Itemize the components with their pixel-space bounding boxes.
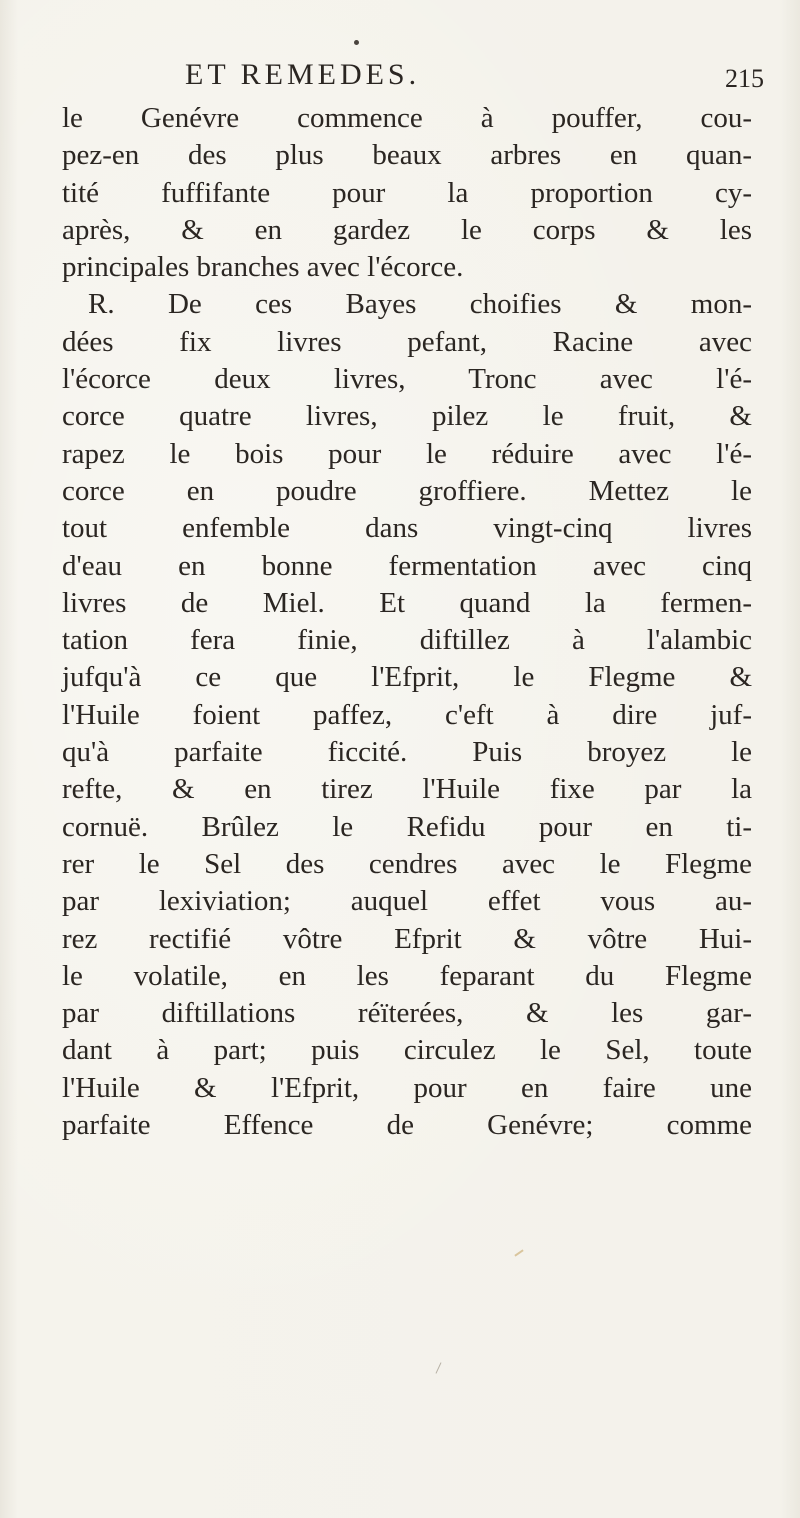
text-line: qu'à parfaite ficcité. Puis broyez le: [62, 736, 752, 769]
running-head: ET REMEDES.: [185, 58, 421, 91]
text-line: tité fuffifante pour la proportion cy-: [62, 176, 752, 209]
text-line: cornuë. Brûlez le Refidu pour en ti-: [62, 810, 752, 843]
text-line: le Genévre commence à pouffer, cou-: [62, 102, 752, 134]
text-line: livres de Miel. Et quand la fermen-: [62, 586, 752, 619]
text-line: par lexiviation; auquel effet vous au-: [62, 885, 752, 918]
text-line: R. De ces Bayes choifies & mon-: [88, 288, 752, 321]
text-line: par diftillations réïterées, & les gar-: [62, 997, 752, 1030]
text-line: jufqu'à ce que l'Efprit, le Flegme &: [62, 661, 752, 694]
text-line: rapez le bois pour le réduire avec l'é-: [62, 437, 752, 470]
text-line: rer le Sel des cendres avec le Flegme: [62, 847, 752, 880]
text-line: dées fix livres pefant, Racine avec: [62, 325, 752, 358]
text-line: refte, & en tirez l'Huile fixe par la: [62, 773, 752, 806]
ink-dot: [354, 40, 359, 45]
text-line: corce quatre livres, pilez le fruit, &: [62, 400, 752, 433]
text-line: tation fera finie, diftillez à l'alambic: [62, 624, 752, 657]
text-line: l'Huile & l'Efprit, pour en faire une: [62, 1071, 752, 1104]
stain-mark: [436, 1362, 442, 1373]
body-text: [62, 100, 752, 1144]
text-line: l'écorce deux livres, Tronc avec l'é-: [62, 363, 752, 396]
text-line: dant à part; puis circulez le Sel, toute: [62, 1034, 752, 1067]
text-line: l'Huile foient paffez, c'eft à dire juf-: [62, 698, 752, 731]
text-line: parfaite Effence de Genévre; comme: [62, 1109, 752, 1142]
text-line: rez rectifié vôtre Efprit & vôtre Hui-: [62, 922, 752, 955]
text-line: principales branches avec l'écorce.: [62, 251, 464, 284]
page-number: 215: [725, 64, 764, 93]
text-line: tout enfemble dans vingt-cinq livres: [62, 512, 752, 545]
text-line: corce en poudre groffiere. Mettez le: [62, 474, 752, 507]
text-line: après, & en gardez le corps & les: [62, 213, 752, 246]
text-line: le volatile, en les feparant du Flegme: [62, 959, 752, 992]
stain-mark: [514, 1249, 523, 1256]
text-line: d'eau en bonne fermentation avec cinq: [62, 549, 752, 582]
text-line: pez-en des plus beaux arbres en quan-: [62, 139, 752, 172]
